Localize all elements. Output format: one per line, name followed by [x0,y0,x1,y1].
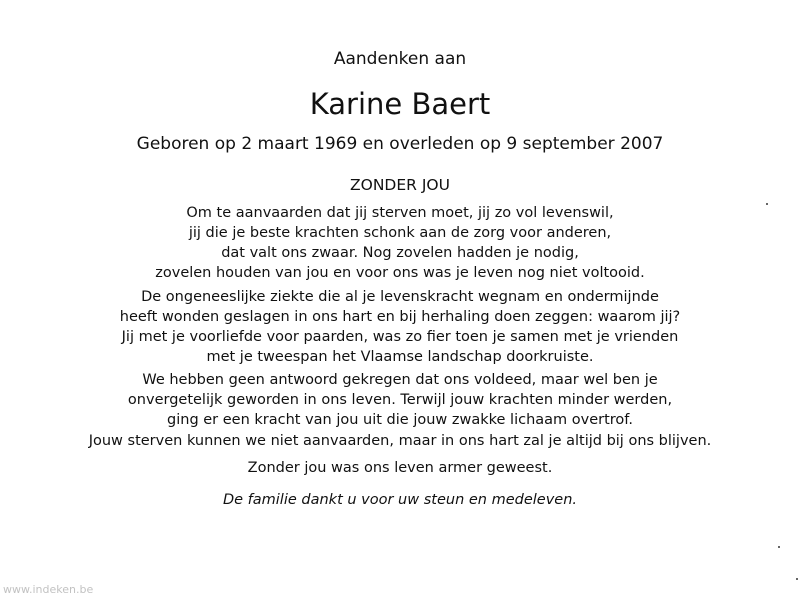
poem-line: We hebben geen antwoord gekregen dat ons voldeed, maar wel ben je [142,372,658,388]
stanza-4 [0,431,800,451]
poem-line: ging er een kracht van jou uit die jouw zwakke lichaam overtrof. [167,412,633,428]
poem-line: jij die je beste krachten schonk aan de zorg voor anderen, [188,225,612,241]
scan-speck [778,546,780,548]
poem-line: zovelen houden van jou en voor ons was je leven nog niet voltooid. [155,265,645,281]
poem-line: Jouw sterven kunnen we niet aanvaarden, maar in ons hart zal je altijd bij ons blijven. [88,433,712,449]
poem-line: heeft wonden geslagen in ons hart en bij herhaling doen zeggen: waarom jij? [119,309,681,325]
poem-line: De ongeneeslijke ziekte die al je levenskracht wegnam en ondermijnde [141,289,659,305]
poem-line: Jij met je voorliefde voor paarden, was zo fier toen je samen met je vrienden [121,329,679,345]
stanza-5 [0,458,800,478]
scan-speck [766,203,768,205]
site-watermark: www.indeken.be [3,583,94,596]
stanza-1 [0,203,800,283]
poem-line: met je tweespan het Vlaamse landschap doorkruiste. [206,349,594,365]
poem-line: Zonder jou was ons leven armer geweest. [247,460,553,476]
scan-speck [796,578,798,580]
life-dates: Geboren op 2 maart 1969 en overleden op 9 september 2007 [136,134,664,154]
poem-line: dat valt ons zwaar. Nog zovelen hadden je nodig, [221,245,579,261]
poem-line: Om te aanvaarden dat jij sterven moet, jij zo vol levenswil, [186,205,614,221]
poem-line: onvergetelijk geworden in ons leven. Terwijl jouw krachten minder werden, [127,392,673,408]
family-thanks: De familie dankt u voor uw steun en medeleven. [222,492,578,508]
stanza-3 [0,370,800,430]
deceased-name: Karine Baert [309,87,491,121]
poem-title: ZONDER JOU [350,176,450,194]
card-header: Aandenken aan [333,49,467,69]
stanza-2 [0,287,800,367]
